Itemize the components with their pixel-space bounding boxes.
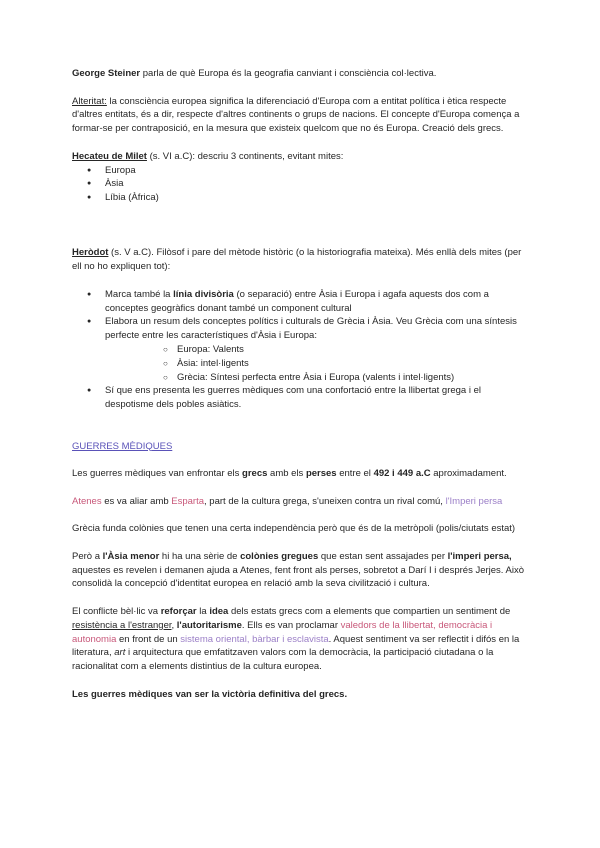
imperi-text: l'imperi persa, <box>447 550 512 562</box>
g2-t2: , part de la cultura grega, s'uneixen contra un rival comú, <box>204 495 446 507</box>
paragraph-g1 <box>72 467 532 481</box>
valedors-text: valedors de la llibertat, democràcia i autonomia <box>72 619 493 645</box>
paragraph-steiner <box>72 67 532 81</box>
steiner-text: parla de què Europa és la geografia canviant i consciència col·lectiva. <box>140 68 437 79</box>
herodot-b1-post: (o separació) entre Àsia i Europa i agafa aquests dos com a conceptes geogràfics donant també un component cultural <box>105 288 489 314</box>
imperi-persa-text: l'Imperi persa <box>445 495 503 507</box>
idea-text: idea <box>209 606 229 618</box>
g4-t4: aquestes es revelen i demanen ajuda a Atenes, fent front als perses, sobretot a Darí I i després Jerjes. Això consolidà la concepció d'identitat europea en relació amb la seva civilització i cultura. <box>72 564 525 590</box>
g5-t3: dels estats grecs com a elements que compartien un sentiment de <box>228 606 511 618</box>
g5-t7: . Aquest sentiment va ser reflectit i difós en la literatura, <box>72 633 520 659</box>
paragraph-g2 <box>72 495 532 509</box>
g4-t3: que estan sent assajades per <box>318 550 448 562</box>
sistema-text: sistema oriental, bàrbar i esclavista <box>180 633 329 645</box>
list-item <box>72 288 532 316</box>
steiner-name: George Steiner <box>72 68 141 79</box>
paragraph-g4 <box>72 550 532 591</box>
sublist-item: ○ Àsia: intel·ligents <box>105 357 532 371</box>
atenes-text: Atenes <box>72 495 102 507</box>
list-item: ● Sí que ens presenta les guerres mèdiques com una confortació entre la llibertat grega i el despotisme dels pobles asiàtics. <box>72 384 532 412</box>
alteritat-label: Alteritat: <box>72 95 107 107</box>
sublist-item: ○ Grècia: Síntesi perfecta entre Àsia i Europa (valents i intel·ligents) <box>105 371 532 385</box>
herodot-sublist <box>105 343 532 384</box>
resistencia-text: resistència a l'estranger <box>72 619 172 631</box>
g1-t1: Les guerres mèdiques van enfrontar els <box>72 468 243 480</box>
g1-t3: entre el <box>336 468 374 480</box>
herodot-text: (s. V a.C). Filòsof i pare del mètode històric (o la historiografia mateixa). Més enllà dels mites (per ell no ho expliquen tot): <box>72 247 522 273</box>
g5-t4: , <box>171 619 177 631</box>
paragraph-herodot <box>72 246 532 274</box>
herodot-b2: Elabora un resum dels conceptes polítics i culturals de Grècia i Àsia. Veu Grècia com una síntesis perfecte entre les característiques d'Àsia i Europa: <box>105 316 517 342</box>
g5-t5: . Ells es van proclamar <box>241 619 341 631</box>
herodot-b1-pre: Marca també la <box>105 288 174 300</box>
linia-divisoria: línia divisòria <box>173 288 234 300</box>
paragraph-g3: Grècia funda colònies que tenen una certa independència però que és de la metròpoli (polis/ciutats estat) <box>72 523 516 535</box>
alteritat-text: la consciència europea significa la diferenciació d'Europa com a entitat política i ètica respecte d'altres entitats, és a dir, respecte d'altres continents o grups de nacions. El concepte d'Europa comença a formar-se per contraposició, en la mesura que existeix quelcom que no és Europa. Creació dels grecs. <box>72 95 520 135</box>
grecs-text: grecs <box>242 468 268 480</box>
paragraph-g5 <box>72 605 532 674</box>
hecateu-name: Hecateu de Milet <box>72 150 147 162</box>
hecateu-list <box>72 164 532 205</box>
paragraph-alteritat <box>72 95 532 136</box>
list-item: ● Europa <box>72 164 532 178</box>
esparta-text: Esparta <box>171 495 205 507</box>
paragraph-g6: Les guerres mèdiques van ser la victòria definitiva del grecs. <box>72 688 348 700</box>
g5-t1: El conflicte bèl·lic va <box>72 606 161 618</box>
paragraph-hecateu <box>72 150 532 164</box>
asia-menor-text: l'Àsia menor <box>102 550 160 562</box>
list-item: ● Àsia <box>72 177 532 191</box>
g1-t4: aproximadament. <box>430 468 507 480</box>
colonies-text: colònies gregues <box>240 550 319 562</box>
dates-text: 492 i 449 a.C <box>373 468 431 480</box>
hecateu-text: (s. VI a.C): descriu 3 continents, evitant mites: <box>146 150 344 162</box>
art-text: art <box>114 647 126 659</box>
perses-text: perses <box>305 468 337 480</box>
section-heading: GUERRES MÈDIQUES <box>72 440 173 452</box>
herodot-list <box>72 288 532 412</box>
herodot-name: Heròdot <box>72 247 109 259</box>
g5-t8: i arquitectura que emfatitzaven valors com la democràcia, la participació ciutadana o la racionalitat com a elements distintius de la cultura europea. <box>72 647 494 673</box>
document-body <box>72 67 532 702</box>
g1-t2: amb els <box>267 468 306 480</box>
g4-t1: Però a <box>72 550 103 562</box>
g4-t2: hi ha una sèrie de <box>159 550 241 562</box>
sublist-item: ○ Europa: Valents <box>105 343 532 357</box>
g2-t1: es va aliar amb <box>101 495 172 507</box>
list-item <box>72 315 532 384</box>
g5-t6: en front de un <box>116 633 181 645</box>
reforcar-text: reforçar <box>160 606 197 618</box>
g5-t2: la <box>196 606 210 618</box>
list-item: ● Líbia (Àfrica) <box>72 191 532 205</box>
autoritarisme-text: l'autoritarisme <box>176 619 242 631</box>
